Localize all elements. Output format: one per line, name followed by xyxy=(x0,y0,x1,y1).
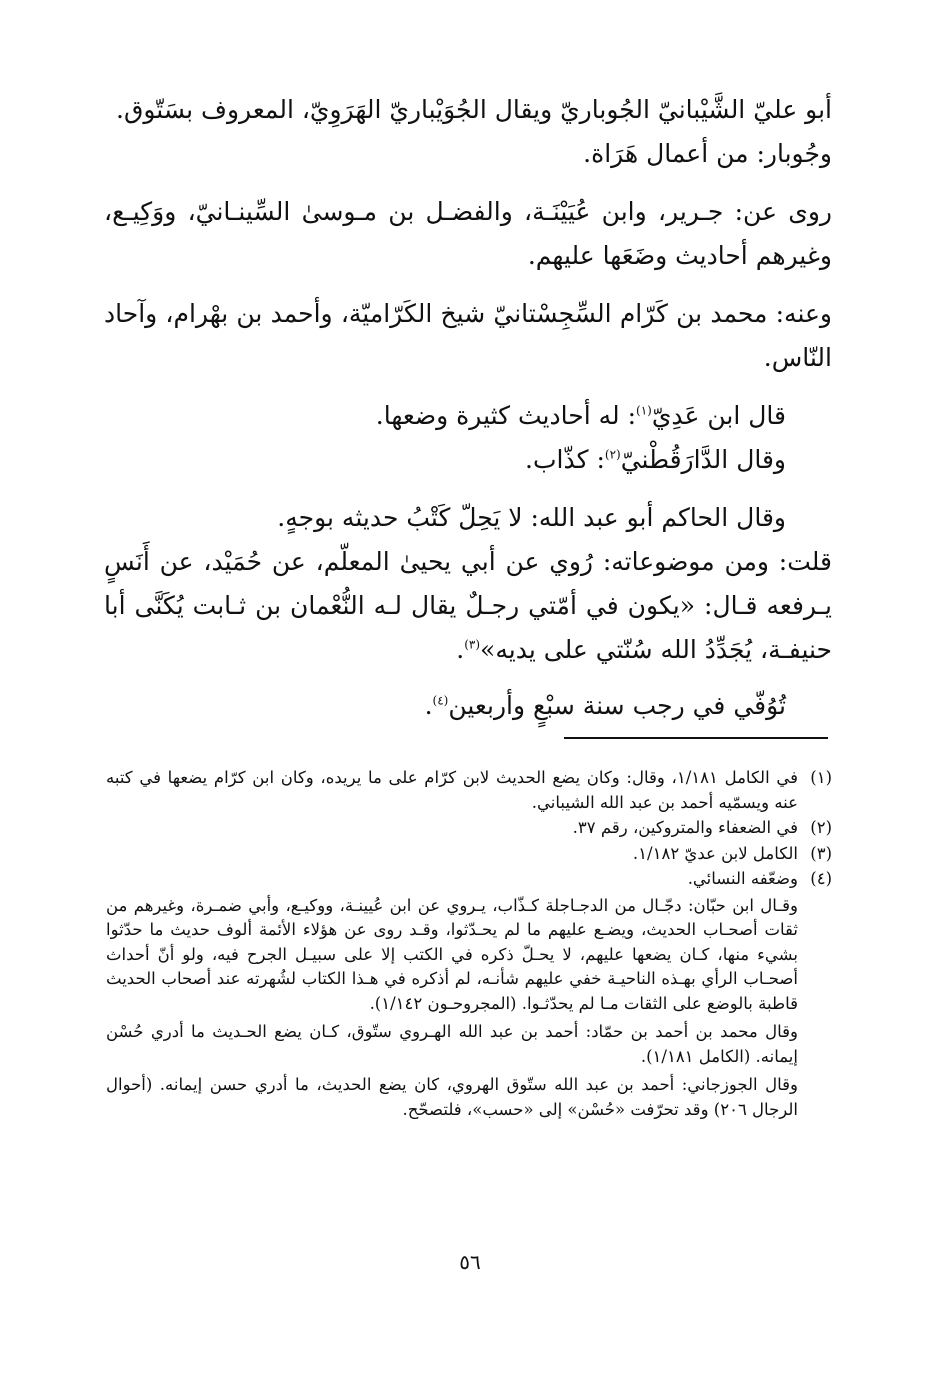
footnote-ref: (٣) xyxy=(464,637,481,652)
paragraph-fabrications: قلت: ومن موضوعاته: رُوي عن أبي يحيىٰ المعلّم، عن حُمَيْد، عن أَنَسٍ يـرفعه قـال: «يكون في أمّتي رجـلٌ يقال لـه النُّعْمان بن ثـابت يُكَنَّى أبا حنيفـة، يُجَدِّدُ الله سُنّتي على يديه»$^{(٣)}$. xyxy=(104,547,832,664)
footnote-2 xyxy=(106,816,832,841)
main-text xyxy=(104,88,832,742)
footnote-1 xyxy=(106,766,832,815)
paragraph-narrated-by: وعنه: محمد بن كَرّام السِّجِسْتانيّ شيخ الكَرّاميّة، وأحمد بن بهْرام، وآحاد النّاس. xyxy=(104,299,832,372)
paragraph-name: أبو عليّ الشَّيْبانيّ الجُوباريّ ويقال الجُوَيْباريّ الهَرَوِيّ، المعروف بسَتّوق. xyxy=(116,95,832,124)
footnote-ref: (١) xyxy=(636,403,652,418)
footnote-4-ibn-hibban: وقـال ابن حبّان: دجّـال من الدجـاجلة كـذّاب، يـروي عن ابن عُيينـة، ووكيـع، وأبي ضمـرة، وغيرهم من ثقات أصحـاب الحديث، ويضـع عليهم ما لم يحـدّثوا، وقـد روى عن هؤلاء الأئمة ألوف حديث ما حدّثوا بشيء منها، كـان يضعها عليهم، لا يحـلّ ذكره في الكتب إلا على سبيـل الجرح فيه، ولو أنّ أحداث أصحـاب الرأي بهـذه الناحيـة خفي عليهم شأنـه، لم أذكره في هـذا الكتاب لشُهرته عند أصحاب الحديث قاطبة بالوضع على الثقات مـا لم يحدّثـوا. (المجروحـون ١/١٤٢). xyxy=(106,895,798,1013)
footnote-4-hammad: وقال محمد بن أحمد بن حمّاد: أحمد بن عبد الله الهـروي ستّوق، كـان يضع الحـديث ما أدري حُسْن إيمانه. (الكامل ١/١٨١). xyxy=(106,1022,798,1066)
paragraph-narrated-from: روى عن: جـرير، وابن عُيَيْنَـة، والفضـل بن مـوسىٰ السِّينـانيّ، ووَكِيـع، وغيرهم أحاديث وضَعَها عليهم. xyxy=(104,197,832,270)
footnote-number: (٣) xyxy=(810,843,832,863)
footnote-3 xyxy=(106,842,832,867)
footnote-4-juzajani: وقال الجوزجاني: أحمد بن عبد الله ستّوق الهروي، كان يضع الحديث، ما أدري حسن إيمانه. (أحوال الرجال ٢٠٦) وقد تحرّفت «حُسْن» إلى «حسب»، فلتصحّح. xyxy=(106,1075,798,1119)
footnote-text: وضعّفه النسائي. xyxy=(687,869,798,888)
footnote-number: (١) xyxy=(810,768,832,787)
page-number: ٥٦ xyxy=(459,1250,481,1274)
footnote-ref: (٢) xyxy=(604,447,621,462)
footnote-number: (٤) xyxy=(810,869,832,888)
footnote-text: الكامل لابن عديّ ١/١٨٢. xyxy=(632,843,798,863)
footnote-text: في الضعفاء والمتروكين، رقم ٣٧. xyxy=(572,818,798,837)
paragraph-daraqutni: وقال الدَّارَقُطْنيّ$^{(٢)}$: كذّاب. xyxy=(525,445,786,474)
paragraph-hakim: وقال الحاكم أبو عبد الله: لا يَحِلّ كَتْبُ حديثه بوجهٍ. xyxy=(277,503,786,532)
footnote-separator xyxy=(564,737,828,739)
footnote-text: في الكامل ١/١٨١، وقال: وكان يضع الحديث لابن كرّام على ما يريده، وكان ابن كرّام يضعها في كتبه عنه ويسمّيه أحمد بن عبد الله الشيباني. xyxy=(106,768,798,812)
footnote-4 xyxy=(106,867,832,892)
footnotes xyxy=(106,766,832,1126)
paragraph-location: وجُوبار: من أعمال هَرَاة. xyxy=(583,139,832,168)
footnote-number: (٢) xyxy=(810,818,832,837)
paragraph-death: تُوُفّي في رجب سنة سبْعٍ وأربعين$^{(٤)}$. xyxy=(424,691,786,720)
footnote-ref: (٤) xyxy=(432,693,449,708)
paragraph-ibn-adi: قال ابن عَدِيّ$^{(١)}$: له أحاديث كثيرة وضعها. xyxy=(375,401,786,430)
